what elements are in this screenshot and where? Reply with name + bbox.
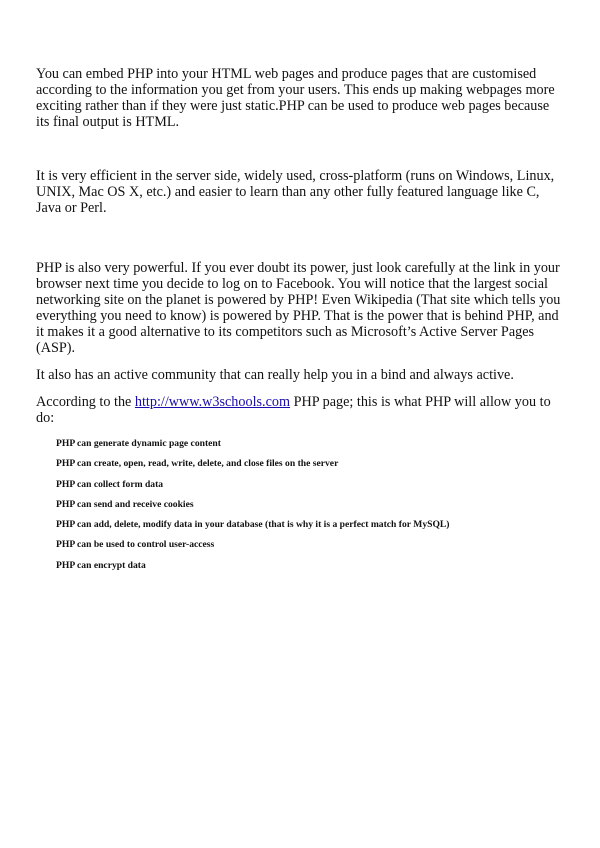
list-item: PHP can encrypt data [56,559,146,571]
paragraph-w3schools-intro: According to the [36,394,135,410]
paragraph-community: It also has an active community that can really help you in a bind and always active. [36,367,514,383]
list-item: PHP can collect form data [56,478,164,490]
list-item: PHP can add, delete, modify data in your database (that is why it is a perfect match for MySQL) [56,519,450,531]
list-item: PHP can send and receive cookies [56,498,194,510]
w3schools-link[interactable]: http://www.w3schools.com [134,394,291,410]
paragraph-embed-php: You can embed PHP into your HTML web pages and produce pages that are customised according to the information you get from your users. This ends up making webpages more exciting rather than if they were just static.PHP can be used to produce web pages because its final output is HTML. [36,66,555,130]
paragraph-power: PHP is also very powerful. If you ever doubt its power, just look carefully at the link in your browser next time you decide to log on to Facebook. You will notice that the largest social networking site on the planet is powered by PHP! Even Wikipedia (That site which tells you everything you need to know) is powered by PHP. That is the power that is behind PHP, and it makes it a good alternative to its competitors such as Microsoft’s Active Server Pages (ASP). [36,260,561,356]
list-item: PHP can create, open, read, write, delete, and close files on the server [56,458,339,470]
document-page [36,66,564,580]
list-item: PHP can generate dynamic page content [56,438,221,449]
paragraph-w3schools [36,394,564,426]
paragraph-w3schools-rest: PHP page; this is what PHP will allow you to do: [36,394,551,426]
php-feature-list [56,438,564,571]
paragraph-efficiency: It is very efficient in the server side, widely used, cross-platform (runs on Windows, Linux, UNIX, Mac OS X, etc.) and easier to learn than any other fully featured language like C, Java or Perl. [36,168,555,216]
list-item: PHP can be used to control user-access [56,539,215,551]
